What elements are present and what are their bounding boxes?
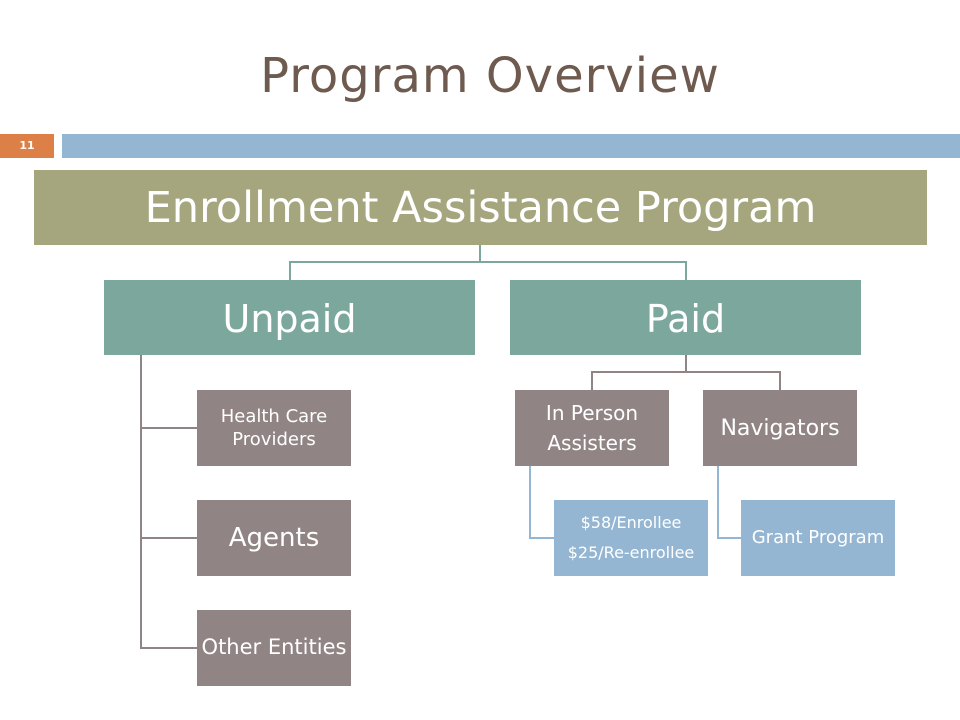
connector-unpaid-spine	[141, 355, 197, 648]
rate-reenrollee: $25/Re-enrollee	[567, 543, 695, 562]
unpaid-node: Unpaid	[104, 280, 475, 355]
connector-rates	[530, 466, 554, 538]
root-node: Enrollment Assistance Program	[34, 170, 927, 245]
grant-program-node: Grant Program	[741, 500, 895, 576]
rates-node	[554, 500, 708, 576]
other-entities-node: Other Entities	[197, 610, 351, 686]
rate-enrollee: $58/Enrollee	[580, 512, 682, 532]
in-person-assisters-node: In Person Assisters	[515, 390, 669, 466]
page-title: Program Overview	[260, 48, 720, 104]
slide-number: 11	[0, 134, 54, 158]
health-care-providers-node: Health Care Providers	[197, 390, 351, 466]
connector-level1	[290, 262, 686, 280]
agents-node: Agents	[197, 500, 351, 576]
paid-node: Paid	[510, 280, 861, 355]
connector-paid-children	[592, 372, 780, 390]
connector-grant	[718, 466, 741, 538]
navigators-node: Navigators	[703, 390, 857, 466]
